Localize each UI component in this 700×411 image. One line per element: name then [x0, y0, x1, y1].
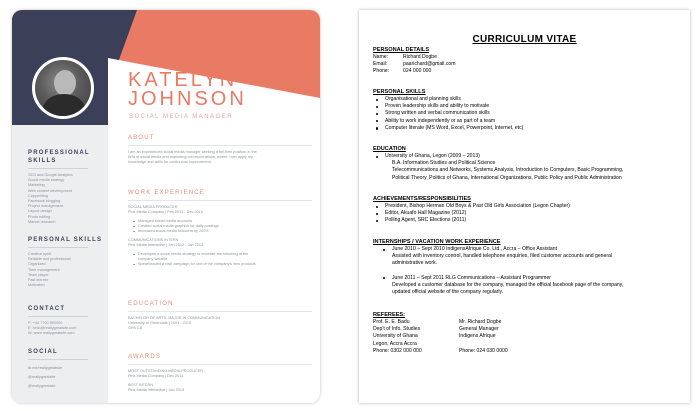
list-item: Reliable and professional	[28, 257, 71, 262]
about-text: I am an experienced social media manager seeking a full-time position in the	[128, 150, 257, 154]
job-title: June 2011 – Sept 2011 RLG Communications – Assistant Programmer	[373, 275, 683, 282]
divider	[28, 247, 88, 248]
job-description: administrative work.	[392, 260, 438, 267]
list-item: President, Bishop Herman Old Boys & Past Old Girls Association (Legon Chapter)	[373, 203, 683, 210]
list-item: Layout design	[28, 209, 52, 214]
detail-key: Phone:	[373, 68, 390, 75]
degree: BACHELOR OF ARTS, MAJOR IN COMMUNICATION	[128, 316, 221, 320]
personal-skills-section	[373, 89, 683, 132]
detail-row	[373, 68, 683, 75]
courses: Political Theory, Politics of Ghana, International Organizations, Public Policy and Public Administration	[392, 174, 622, 181]
list-item: Time management	[28, 267, 60, 272]
referee-line: Mr. Richard Dogbe	[459, 319, 502, 325]
job-description: Assisted with inventory control, handled telephone enquiries, filed customer accounts and general	[392, 253, 613, 260]
section-heading: ABOUT	[128, 135, 155, 141]
internships-section	[373, 239, 683, 296]
professional-skills-section	[28, 149, 106, 225]
referees-columns	[373, 319, 683, 355]
list-item: Computer literate (MS Word, Excel, Powerpoint, Internet, etc)	[373, 125, 683, 132]
list-item: Social media strategy	[28, 178, 65, 183]
job-meta: Pink Media Company | Feb 2013 - Dec 2014	[128, 210, 203, 214]
referee-line: University of Ghana	[373, 333, 418, 340]
section-heading: AWARDS	[128, 354, 162, 360]
section-heading: SOCIAL	[28, 349, 58, 355]
section-heading: EDUCATION	[128, 301, 174, 307]
education-section	[128, 301, 318, 331]
job-title: June 2010 – Sept 2010 IndigensAfrique Co. Ltd., Accra – Office Assistant	[373, 246, 683, 253]
list-item: Editor, Akuafo Hall Magazine (2012)	[373, 210, 683, 217]
section-heading: PERSONAL SKILLS	[373, 89, 426, 95]
referee-line: General Manager	[459, 326, 499, 333]
profile-photo	[32, 57, 94, 119]
school: University of Greendale | 2009 - 2013	[128, 321, 192, 325]
award-meta: Pink Media Company | Dec 2014	[128, 374, 184, 378]
achievements-section	[373, 196, 683, 225]
section-heading: PERSONAL SKILLS	[28, 237, 103, 243]
contact-website: W: www.reallygreatsite.com	[28, 331, 75, 336]
detail-key: Email:	[373, 61, 388, 68]
detail-row	[373, 54, 683, 61]
award-title: MOST OUTSTANDING MEDIA PRODUCER	[128, 369, 203, 373]
referee-line: Indigens Afrique	[459, 333, 496, 340]
divider	[128, 364, 312, 365]
award-meta: Pink Media Interactive | Jan 2013	[128, 388, 185, 392]
job-bullet: Developed a social media strategy to increase the following of the	[128, 252, 318, 257]
curriculum-vitae-document	[359, 10, 690, 403]
list-item: Polling Agent, SRC Elections (2011)	[373, 217, 683, 224]
section-heading: INTERNSHIPS / VACATION WORK EXPERIENCE	[373, 239, 501, 245]
divider	[28, 359, 88, 360]
list-item: Creative spirit	[28, 252, 52, 256]
gpa: GPA 3.8	[128, 326, 142, 330]
divider	[128, 311, 312, 312]
detail-value: 024 000 000	[403, 68, 432, 75]
referee-line	[459, 341, 545, 348]
social-instagram: @reallygreatsite	[28, 384, 56, 388]
resume-role: SOCIAL MEDIA MANAGER	[129, 114, 234, 120]
school: University of Ghana, Legon (2009 – 2013)	[373, 153, 683, 160]
list-item: Proven leadership skills and ability to motivate	[373, 103, 683, 110]
referee-line: Phone: 024 030 0000	[459, 347, 508, 354]
list-item: Motivated	[28, 283, 45, 288]
divider	[128, 145, 312, 146]
resume-name	[128, 71, 247, 109]
list-item: SEO and Google Analytics	[28, 173, 73, 177]
detail-value: Richard Dogbe	[403, 54, 437, 60]
name-first: KATELYN	[128, 69, 238, 91]
social-facebook: fb.me/reallygreatsite	[28, 366, 63, 370]
award-title: BEST INTERN	[128, 383, 154, 387]
personal-details-section	[373, 47, 683, 76]
detail-key: Name:	[373, 54, 389, 60]
job-bullet-continued: company website	[138, 257, 168, 261]
cv-title: CURRICULUM VITAE	[472, 34, 577, 45]
job-description: updated official website of the company regularly.	[392, 289, 504, 296]
education-section	[373, 146, 683, 182]
list-item: Team player	[28, 272, 49, 277]
about-text: knowledge and skills for continuous improvement.	[128, 160, 212, 164]
resume-template-card	[12, 10, 320, 403]
job-bullet: Managed social media accounts	[128, 219, 318, 224]
list-item: Strong written and verbal communication skills	[373, 110, 683, 117]
list-item: Photo editing	[28, 214, 51, 219]
contact-phone: P: +44 7700 900000	[28, 321, 63, 325]
job-meta: Pink Media Interactive | Jan 2012 - Jan 2013	[128, 243, 204, 247]
section-heading: CONTACT	[28, 306, 66, 312]
job-title: SOCIAL MEDIA PRODUCER	[128, 205, 178, 209]
section-heading: EDUCATION	[373, 146, 406, 152]
list-item: Organized	[28, 262, 46, 267]
list-item: Marketing	[28, 183, 45, 188]
list-item: Market research	[28, 219, 56, 224]
section-heading: ACHIEVEMENTS/RESPONSIBILITIES	[373, 196, 471, 202]
awards-section	[128, 354, 318, 393]
job-description: Developed a customer database for the company, managed the official facebook page of the company,	[392, 281, 624, 288]
social-section	[28, 348, 106, 391]
detail-value: paarichard@gmail.com	[403, 61, 456, 68]
divider	[28, 316, 88, 317]
job-bullet: Spearheaded a viral campaign for one of the company's new products	[128, 262, 318, 267]
referees-section	[373, 312, 683, 355]
section-heading: WORK EXPERIENCE	[128, 190, 206, 196]
list-item: Organisational and planning skills	[373, 96, 683, 103]
social-twitter: @reallygreatsite	[28, 375, 56, 379]
profile-photo-body	[43, 94, 85, 119]
list-item: Ability to work independently or as part of a team	[373, 118, 683, 125]
about-section	[128, 135, 318, 165]
referee-line: Phone: 0302 000 000	[373, 347, 422, 354]
referee-1	[373, 319, 459, 355]
profile-photo-head	[54, 70, 76, 96]
job-bullet: Increased social media followers by 200%	[128, 229, 318, 234]
section-heading: REFEREES:	[373, 312, 406, 318]
referee-line: Dep't of Info. Studies	[373, 326, 421, 333]
contact-section	[28, 305, 106, 337]
list-item: Project management	[28, 204, 64, 209]
name-last: JOHNSON	[128, 88, 247, 110]
divider	[128, 200, 312, 201]
referee-2	[459, 319, 545, 355]
section-heading: PERSONAL DETAILS	[373, 47, 430, 53]
detail-row	[373, 61, 683, 68]
divider	[28, 168, 88, 169]
referee-line: Prof. E. E. Badu	[373, 319, 410, 325]
personal-skills-section	[28, 236, 106, 288]
list-item: Facebook blogging	[28, 199, 61, 204]
contact-email: E: hello@reallygreatsite.com	[28, 326, 77, 331]
work-experience-section	[128, 190, 318, 267]
job-title: COMMUNICATIONS INTERN	[128, 238, 179, 242]
list-item: Web content development	[28, 188, 73, 193]
job-bullet: Created social media graphics for daily postings	[128, 224, 318, 229]
list-item: Fast learner	[28, 278, 49, 283]
referee-line: Legon, Accra Accra	[373, 340, 417, 347]
degree: B.A. Information Studies and Political Science	[392, 160, 496, 167]
list-item: Copywriting	[28, 193, 48, 198]
about-text: field of social media and marketing communications, where I can apply my	[128, 155, 253, 159]
courses: Telecommunications and Networks, Systems Analysis, Introduction to Computers, Basic Programming,	[392, 167, 624, 174]
section-heading: PROFESSIONAL SKILLS	[28, 150, 90, 164]
